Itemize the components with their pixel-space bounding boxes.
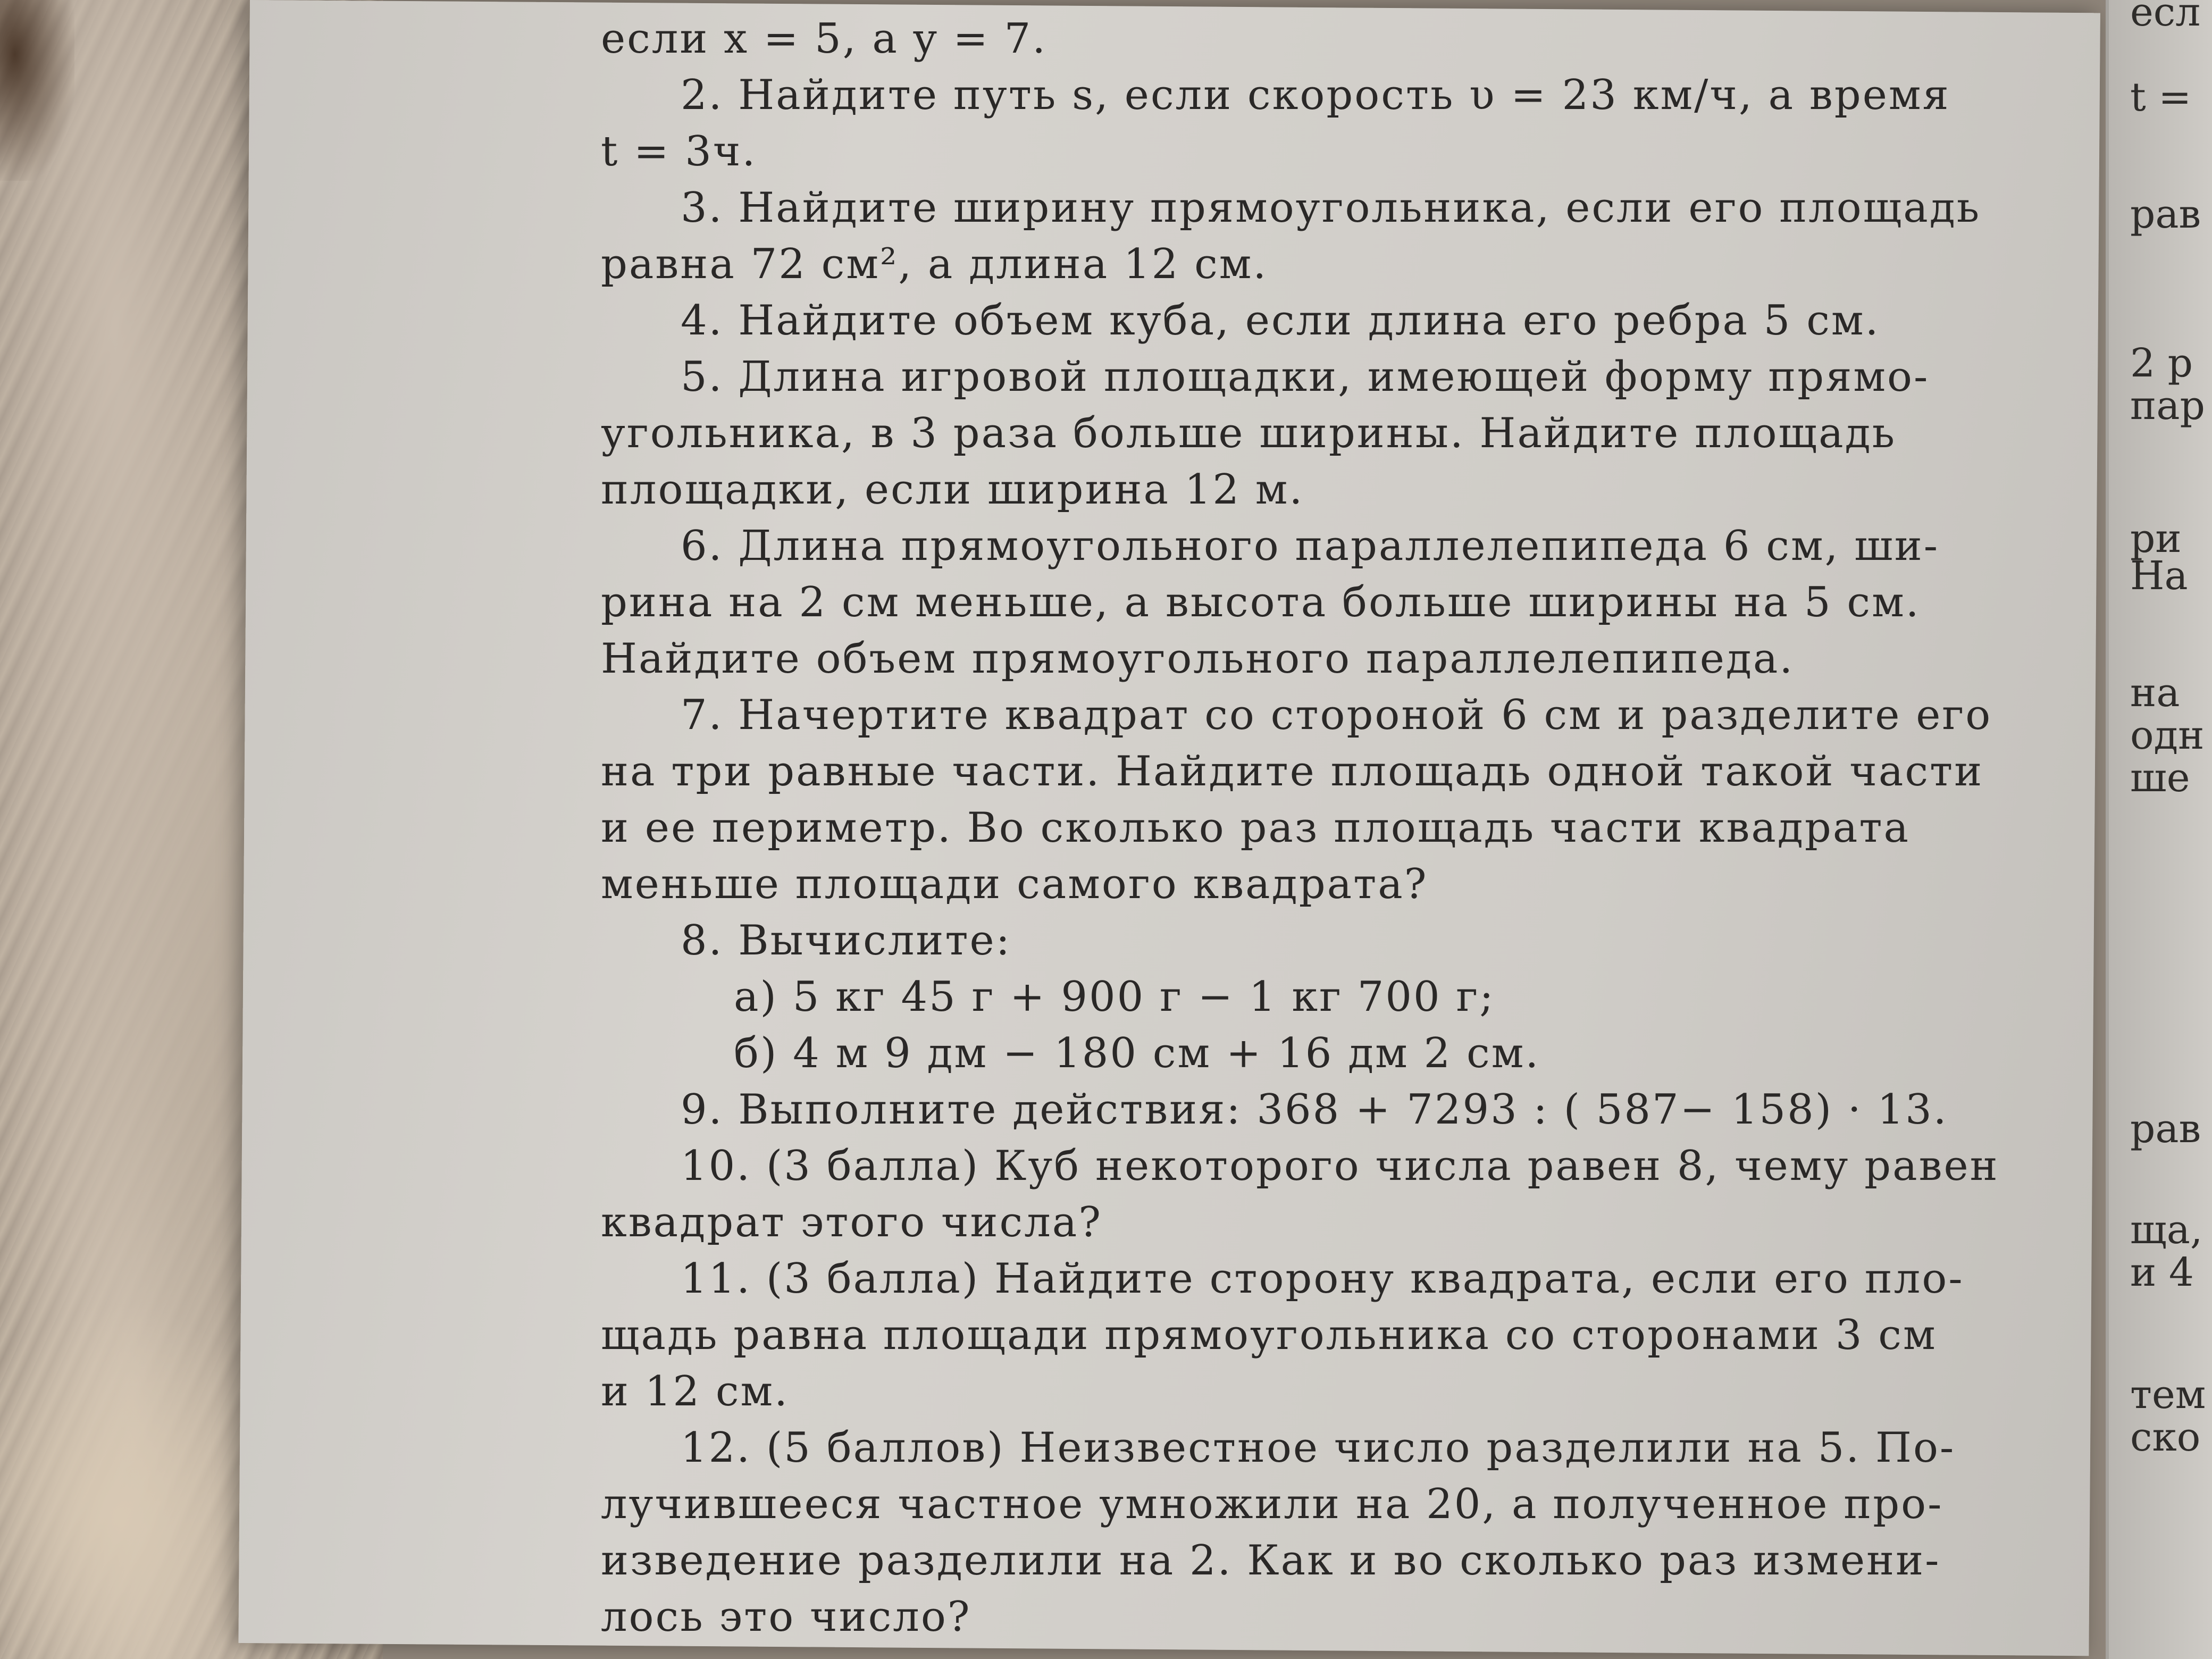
text-line: t = 3ч. <box>601 128 757 175</box>
text-line: 7. Начертите квадрат со стороной 6 см и разделите его <box>681 691 1992 739</box>
text-line: 11. (3 балла) Найдите сторону квадрата, если его пло- <box>681 1255 1964 1303</box>
text-line: если x = 5, а y = 7. <box>601 15 1048 63</box>
adjacent-page-fragment: ща, <box>2130 1207 2203 1253</box>
fur-shadow <box>0 0 74 181</box>
text-line: лучившееся частное умножили на 20, а полученное про- <box>601 1480 1943 1528</box>
text-line: и 12 см. <box>601 1368 789 1415</box>
adjacent-page <box>2106 0 2212 1659</box>
text-line: меньше площади самого квадрата? <box>601 860 1428 908</box>
adjacent-page-fragment: на <box>2130 670 2180 716</box>
adjacent-page-fragment: 2 р <box>2130 340 2193 386</box>
text-line: 4. Найдите объем куба, если длина его ребра 5 см. <box>681 297 1880 345</box>
adjacent-page-fragment: рав <box>2130 191 2201 237</box>
adjacent-page-fragment: есл <box>2130 0 2201 35</box>
problem-text <box>601 11 2052 1645</box>
text-line: рина на 2 см меньше, а высота больше ширины на 5 см. <box>601 579 1921 626</box>
text-line: 3. Найдите ширину прямоугольника, если его площадь <box>681 184 1981 232</box>
text-line: 10. (3 балла) Куб некоторого числа равен 8, чему равен <box>681 1142 1999 1190</box>
adjacent-page-fragment: ше <box>2130 755 2190 801</box>
adjacent-page-fragment: На <box>2130 553 2188 599</box>
adjacent-page-fragment: ри <box>2130 516 2182 562</box>
text-line: Найдите объем прямоугольного параллелепипеда. <box>601 635 1795 683</box>
adjacent-page-fragment: t = <box>2130 74 2192 120</box>
adjacent-page-fragment: рав <box>2130 1106 2201 1152</box>
text-line: угольника, в 3 раза больше ширины. Найдите площадь <box>601 409 1897 457</box>
text-line: 5. Длина игровой площадки, имеющей форму прямо- <box>681 353 1930 401</box>
text-line: 12. (5 баллов) Неизвестное число разделили на 5. По- <box>681 1424 1956 1472</box>
text-line: площадки, если ширина 12 м. <box>601 466 1304 514</box>
text-line: лось это число? <box>601 1593 971 1641</box>
text-line: 6. Длина прямоугольного параллелепипеда 6 см, ши- <box>681 522 1940 570</box>
text-line: 9. Выполните действия: 368 + 7293 : ( 587− 158) · 13. <box>681 1086 1948 1134</box>
text-line: равна 72 см², а длина 12 см. <box>601 240 1268 288</box>
text-line: 8. Вычислите: <box>681 917 1011 965</box>
text-line: б) 4 м 9 дм − 180 см + 16 дм 2 см. <box>734 1029 1540 1077</box>
text-line: а) 5 кг 45 г + 900 г − 1 кг 700 г; <box>734 973 1495 1021</box>
adjacent-page-fragment: одн <box>2130 713 2205 758</box>
text-line: щадь равна площади прямоугольника со сторонами 3 см <box>601 1311 1937 1359</box>
adjacent-page-fragment: пар <box>2130 383 2205 429</box>
text-line: квадрат этого числа? <box>601 1199 1103 1246</box>
text-line: изведение разделили на 2. Как и во сколько раз измени- <box>601 1537 1941 1585</box>
adjacent-page-fragment: и 4 <box>2130 1250 2194 1295</box>
text-line: на три равные части. Найдите площадь одной такой части <box>601 748 1984 795</box>
text-line: 2. Найдите путь s, если скорость υ = 23 км/ч, а время <box>681 71 1950 119</box>
text-line: и ее периметр. Во сколько раз площадь части квадрата <box>601 804 1910 852</box>
adjacent-page-fragment: тем <box>2130 1372 2206 1418</box>
adjacent-page-fragment: ско <box>2130 1414 2201 1460</box>
